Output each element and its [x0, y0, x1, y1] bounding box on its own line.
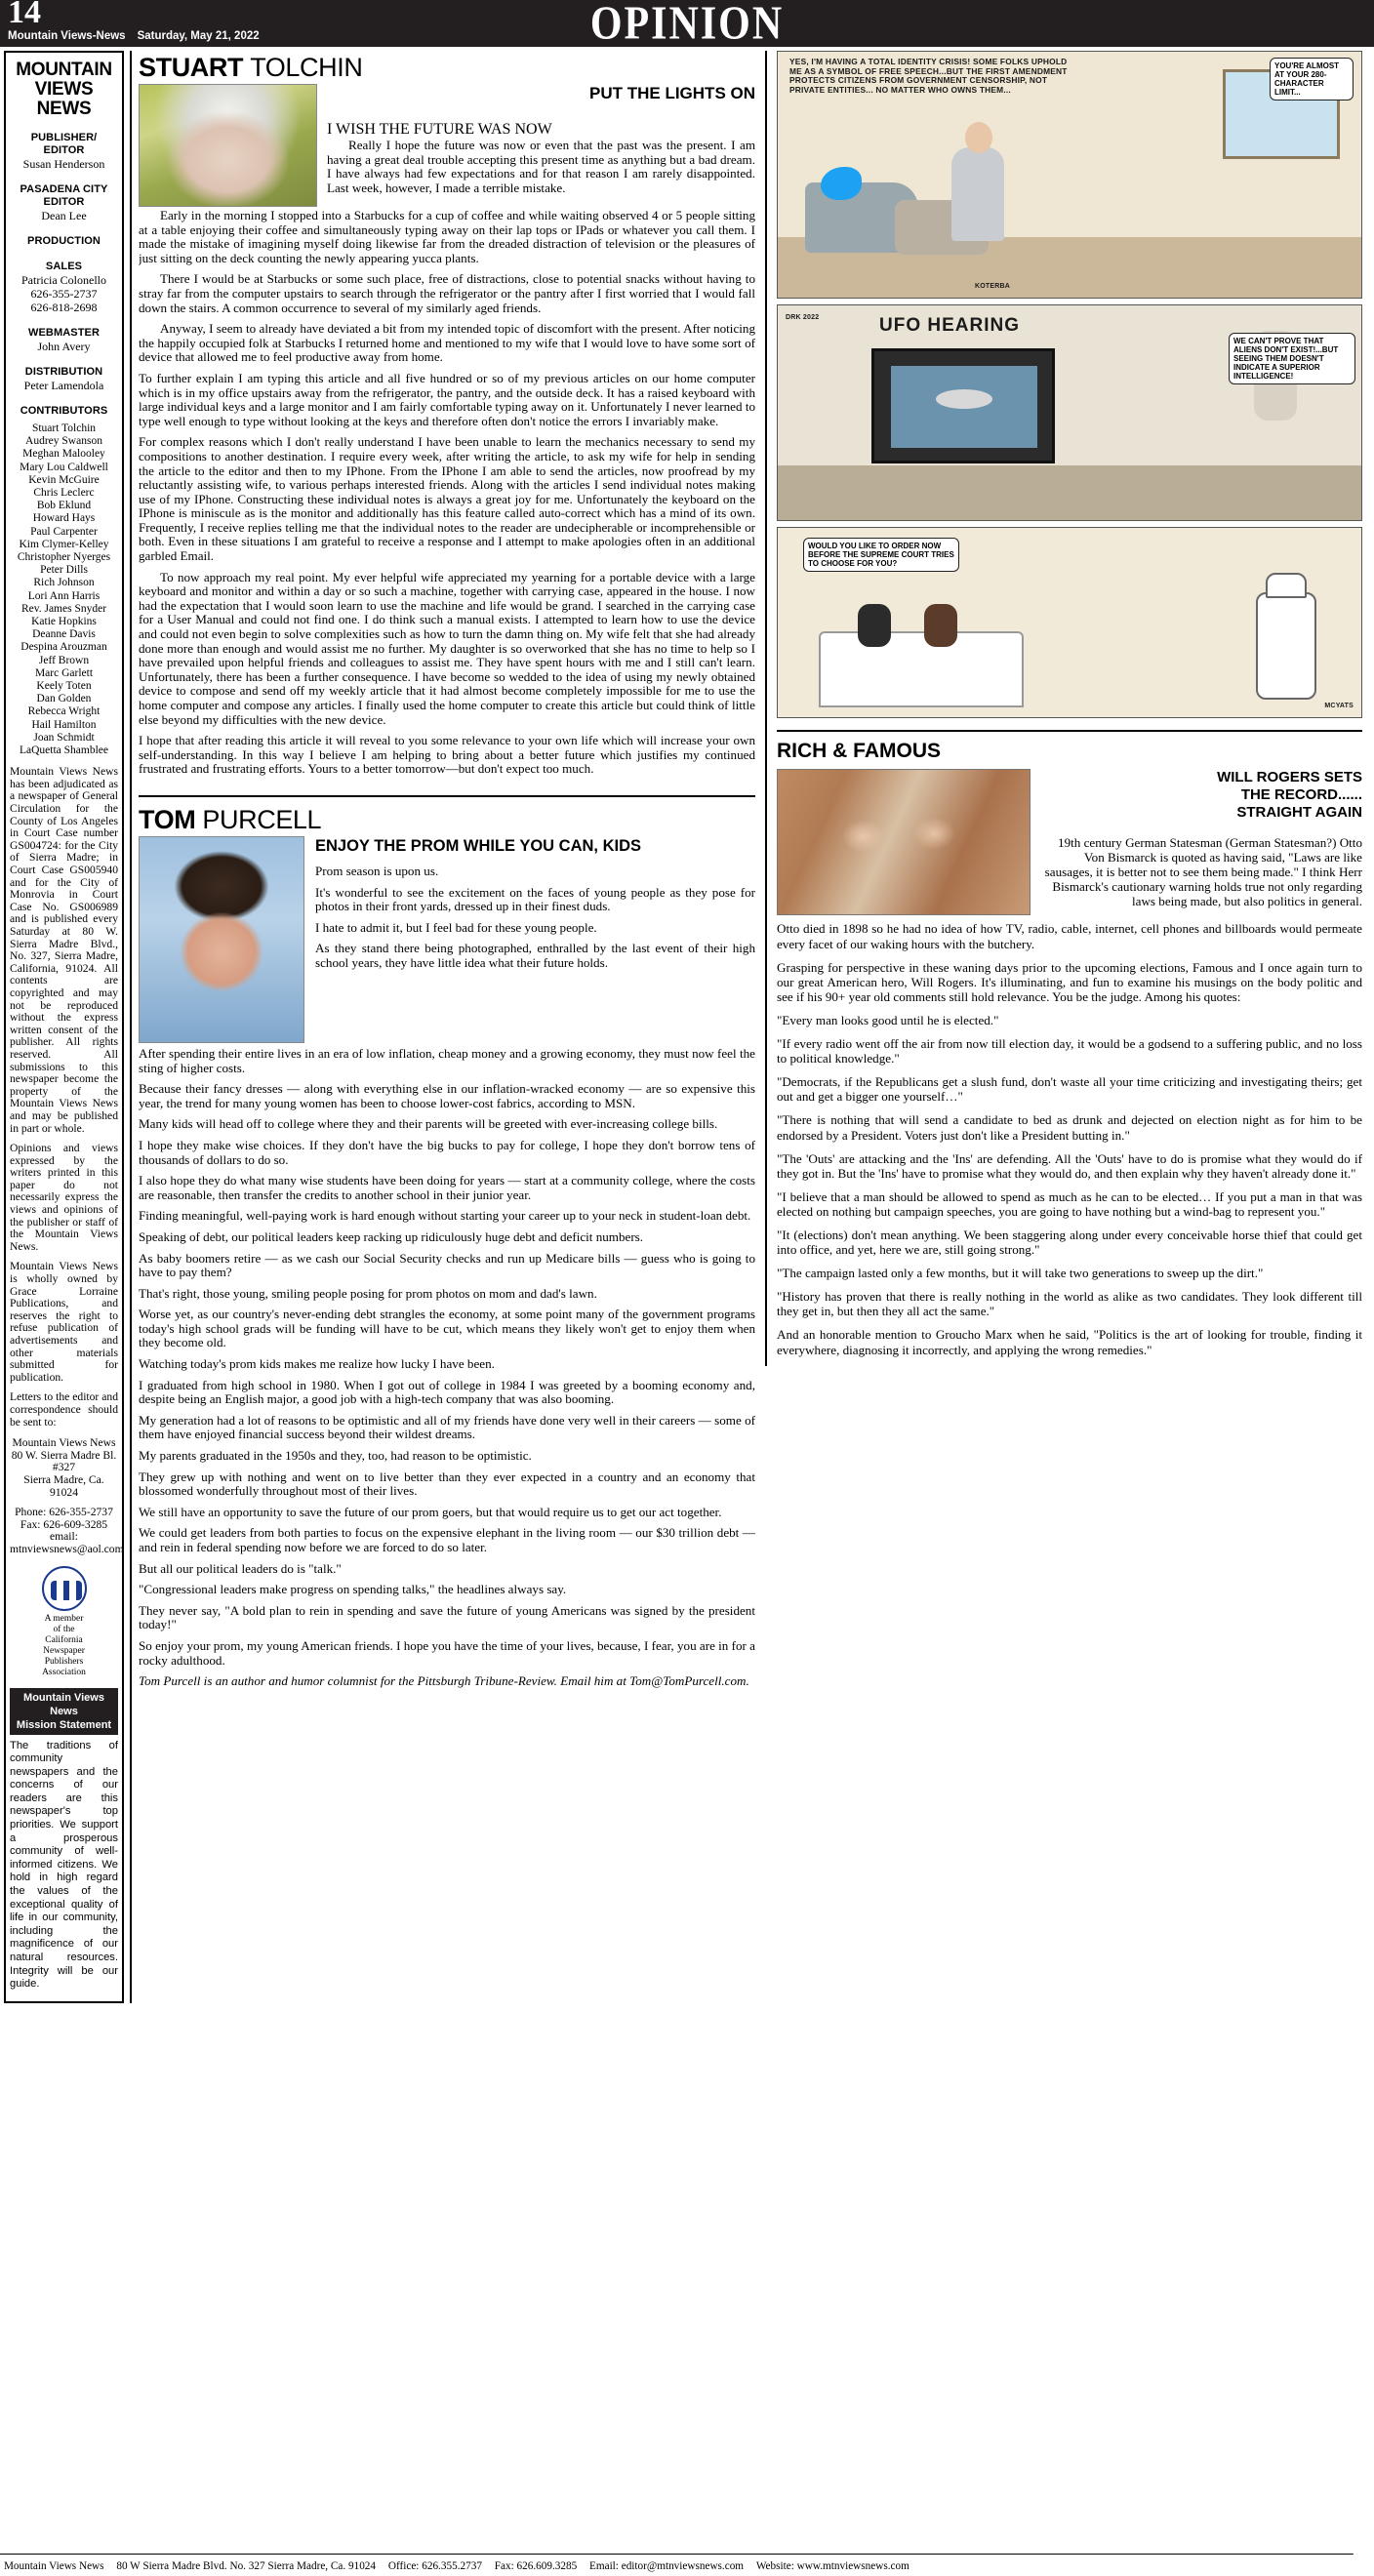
masthead-title-line2: VIEWS [34, 79, 94, 100]
paragraph: They never say, "A bold plan to rein in spending and save the future of young Americans was signed by the president today!" [139, 1602, 755, 1632]
contributor: Audrey Swanson [25, 435, 102, 448]
role-name-webmaster: John Avery [37, 340, 91, 353]
footer-office: Office: 626.355.2737 [387, 2560, 482, 2572]
paragraph: Early in the morning I stopped into a Starbucks for a cup of coffee and while waiting observed 4 or 5 people sitting at a table enjoying their coffee and simultaneously typing away on their lap tops or IPads or whatever you call them. I made the mistake of imagining myself doing likewise far from the dreaded distraction of television or the pleasures of just sitting on the deck counting the newly appearing yucca plants. [139, 208, 755, 265]
supreme-court-menu-cartoon [777, 527, 1362, 718]
contributor: Mary Lou Caldwell [20, 461, 108, 473]
section-divider-right [777, 730, 1362, 732]
issue-date: Saturday, May 21, 2022 [137, 30, 260, 42]
paragraph: "Every man looks good until he is elected." [777, 1012, 999, 1027]
contributor: Marc Garlett [34, 666, 94, 679]
paragraph: 19th century German Statesman (German Statesman?) Otto Von Bismarck is quoted as having said, "Laws are like sausages, it is better not to see them being made." I think Herr Bismarck's cautionary warning holds true not only regarding laws being made, but also politics in general. [1044, 835, 1362, 909]
legal-paragraph: Mountain Views News has been adjudicated as a newspaper of General Circulation for the County of Los Angeles in Court Case number GS004724: for the City of Sierra Madre; in Court Case GS005940 and for the City of Monrovia in Court Case No. GS006989 and is published every Saturday at 80 W. Sierra Madre Blvd., No. 327, Sierra Madre, California, 91024. All contents are copyrighted and may not be reproduced without the express written consent of the publisher. All rights reserved. All submissions to this newspaper become the property of the Mountain Views News and may be published in part or whole. [10, 765, 118, 1135]
byline-last: PURCELL [202, 804, 322, 834]
legal-paragraph: Opinions and views expressed by the writers printed in this paper do not necessarily express the views and opinions of the publisher or staff of the Mountain Views News. [10, 1142, 118, 1253]
paragraph: My parents graduated in the 1950s and they, too, had reason to be optimistic. [139, 1448, 532, 1464]
article-tom-purcell [139, 805, 755, 1689]
byline-first: STUART [139, 53, 244, 82]
paragraph: We still have an opportunity to save the future of our prom goers, but that would require us to get our act together. [139, 1504, 722, 1519]
role-heading-pasadena-editor: PASADENA CITY EDITOR [20, 183, 108, 208]
cartoon-caption: YES, I'M HAVING A TOTAL IDENTITY CRISIS! SOME FOLKS UPHOLD ME AS A SYMBOL OF FREE SPEECH...BUT THE FIRST AMENDMENT PROTECTS CITIZENS FROM GOVERNMENT CENSORSHIP, NOT PRIVATE ENTITIES... NO MATTER WHO OWNS THEM... [789, 57, 1068, 95]
rf-headline-line1: WILL ROGERS SETS [1217, 769, 1362, 785]
footer-address: 80 W Sierra Madre Blvd. No. 327 Sierra Madre, Ca. 91024 [116, 2560, 377, 2572]
stuart-tolchin-portrait [139, 84, 317, 207]
sales-phone-2: 626-818-2698 [30, 301, 98, 314]
role-name-distribution: Peter Lamendola [23, 379, 104, 392]
contributor: Kim Clymer-Kelley [19, 538, 109, 550]
paragraph: Prom season is upon us. [315, 863, 439, 878]
role-name-sales: Patricia Colonello [21, 273, 106, 287]
masthead-phone: Phone: 626-355-2737 [15, 1506, 113, 1519]
tom-tagline: Tom Purcell is an author and humor columnist for the Pittsburgh Tribune-Review. Email him at Tom@TomPurcell.com. [139, 1673, 749, 1689]
paragraph: To now approach my real point. My ever helpful wife appreciated my yearning for a portable device with a large keyboard and monitor and within a day or so such a machine, together with carrying case, appeared in the house. I now had the expectation that I would soon learn to use the machine and life would be grand. I searched in the carrying case for a User Manual and could not find one. I do think such a manual exists. I attempted to learn how to use the device and could not even begin to solve complexities such as how to turn the damn thing on. My wife felt that she had already done more than enough and would assist me no further. My daughter is so overworked that she has no time to help so I have prevailed upon helpful friends and colleagues to assist me. They have spent hours with me and I still can't learn. Unfortunately, there has been a further consequence. I have become so wedded to the idea of using my newly obtained device to compose and send off my weekly article that it had almost become completely impossible for me to use the home computer and compose any articles. I finally used the home computer to create this article but could think of little else beyond my difficulties with the new device. [139, 569, 755, 727]
paragraph: "History has proven that there is really nothing in the world as alike as two candidates. They look different till they get in, but then they all act the same." [777, 1289, 1362, 1319]
cnpa-block [10, 1566, 118, 1678]
paragraph: Many kids will head off to college where they and their parents will be greeted with ever-increasing college bills. [139, 1116, 718, 1132]
tom-lead [315, 865, 755, 971]
masthead-email[interactable]: mtnviewsnews@aol.com [10, 1542, 124, 1555]
paragraph: Speaking of debt, our political leaders keep racking up ridiculously huge debt and deficit numbers. [139, 1228, 644, 1244]
footer-fax: Fax: 626.609.3285 [494, 2560, 578, 2572]
paragraph: As they stand there being photographed, enthralled by the last event of their high school years, they have little idea what their future holds. [315, 941, 755, 970]
contributor: Peter Dills [40, 564, 88, 577]
contributor: LaQuetta Shamblee [19, 745, 108, 757]
page-number: 14 [8, 0, 41, 30]
role-heading-production: PRODUCTION [27, 235, 101, 247]
page-banner [0, 0, 1374, 50]
contributor: Lori Ann Harris [27, 589, 101, 602]
masthead-fax: Fax: 626-609-3285 [20, 1517, 108, 1531]
contributor: Rich Johnson [33, 577, 95, 589]
paragraph: My generation had a lot of reasons to be optimistic and all of my friends have done very well in their careers — some of them have enjoyed financial success beyond their wildest dreams. [139, 1412, 755, 1442]
paragraph: "Democrats, if the Republicans get a slush fund, don't waste all your time criticizing and investigating theirs; get out and get a bigger one yourself…" [777, 1074, 1362, 1105]
paragraph: After spending their entire lives in an era of low inflation, cheap money and a growing economy, they must now feel the sting of higher costs. [139, 1045, 755, 1075]
mission-text: The traditions of community newspapers and the concerns of our readers are this newspaper's top priorities. We support a prosperous community of well-informed citizens. We hold in high regard the values of the exceptional quality of life in our community, including the magnificence of our natural resources. Integrity will be our guide. [10, 1739, 118, 1991]
cartoon-diner-right [924, 604, 957, 647]
address-line: #327 [52, 1461, 76, 1474]
paragraph: I also hope they do what many wise students have been doing for years — start at a community college, where the costs are reasonable, then transfer the credits to another school in their junior year. [139, 1173, 755, 1202]
tom-rest [139, 1047, 755, 1689]
paragraph: There I would be at Starbucks or some such place, free of distractions, close to potential snacks without having to stray far from the computer upstairs to search through the refrigerator or the pantry after I first worried that I would fall down the stairs. A common occurrence to several of my similarly aged friends. [139, 271, 755, 315]
cartoon-balloon: WOULD YOU LIKE TO ORDER NOW BEFORE THE SUPREME COURT TRIES TO CHOOSE FOR YOU? [803, 538, 959, 572]
tom-purcell-portrait [139, 836, 304, 1043]
cartoon-diner-left [858, 604, 891, 647]
section-rich-and-famous [777, 740, 1362, 1357]
page-footer [0, 2554, 1354, 2576]
section-title: OPINION [589, 0, 785, 50]
contributor: Hail Hamilton [31, 718, 97, 731]
headline-stuart: I WISH THE FUTURE WAS NOW [327, 121, 552, 138]
contributor: Paul Carpenter [30, 525, 98, 538]
stuart-lead [327, 139, 755, 195]
page-body [0, 47, 1374, 2003]
paragraph: I hate to admit it, but I feel bad for these young people. [315, 919, 597, 935]
masthead-box [4, 51, 124, 2003]
address-line: Sierra Madre, Ca. [23, 1472, 104, 1486]
cnpa-logo-icon [42, 1566, 87, 1611]
cartoon-waiter [1256, 592, 1316, 700]
center-column [139, 51, 763, 1696]
paragraph: Anyway, I seem to already have deviated a bit from my intended topic of discomfort with the present. After noticing the happily occupied folk at Starbucks I returned home and mentioned to my wife that I would love to have some sort of device that allowed me to feel productive away from home. [139, 321, 755, 365]
paragraph: So enjoy your prom, my young American friends. I hope you have the time of your lives, because, I fear, you are in for a rocky adulthood. [139, 1637, 755, 1668]
paragraph: "If every radio went off the air from now till election day, it would be a godsend to a suffering public, and no loss to political knowledge." [777, 1036, 1362, 1067]
cartoon-signature: DRK 2022 [786, 314, 820, 321]
rf-body [777, 921, 1362, 1356]
contributor: Meghan Malooley [22, 448, 105, 461]
byline-last: TOLCHIN [250, 53, 363, 82]
section-divider [139, 795, 755, 797]
footer-paper-name: Mountain Views News [3, 2560, 104, 2572]
kicker-tom: ENJOY THE PROM WHILE YOU CAN, KIDS [315, 836, 642, 855]
paragraph: I graduated from high school in 1980. When I got out of college in 1984 I was greeted by a booming economy and, despite being an English major, a good job with a high-tech company that was also booming. [139, 1377, 755, 1407]
cnpa-line: California [45, 1634, 83, 1645]
paragraph: And an honorable mention to Groucho Marx when he said, "Politics is the art of looking for trouble, finding it everywhere, diagnosing it incorrectly, and applying the wrong remedies." [777, 1327, 1362, 1357]
address-zip: 91024 [50, 1485, 78, 1499]
contributor: Kevin McGuire [28, 473, 100, 486]
contributor: Jeff Brown [38, 654, 90, 666]
paragraph: Because their fancy dresses — along with everything else in our inflation-wracked economy — are so expensive this year, the trend for many young women has been to choose lower-cost fabrics, according to MSN. [139, 1081, 755, 1110]
paragraph: They grew up with nothing and went on to live better than they ever expected in a country and an economy that blossomed wonderfully throughout most of their lives. [139, 1469, 755, 1499]
contributor: Chris Leclerc [33, 487, 95, 500]
paragraph: "I believe that a man should be allowed to spend as much as he can to be elected… If you put a man in that was elected on nothing but campaign speeches, you are going to have nothing but a wind-bag to represent you." [777, 1188, 1362, 1219]
cartoon-title: UFO HEARING [879, 315, 1020, 336]
role-heading-sales: SALES [45, 261, 83, 272]
cartoon-audience [778, 465, 1361, 520]
rich-and-famous-photo [777, 769, 1030, 915]
contributors-list [10, 423, 118, 757]
paragraph: "Congressional leaders make progress on spending talks," the headlines always say. [139, 1582, 567, 1597]
right-column [765, 51, 1362, 1366]
cartoon-therapist-body [951, 147, 1004, 241]
kicker-stuart: PUT THE LIGHTS ON [589, 84, 755, 102]
cartoon-signature: KOTERBA [975, 283, 1011, 291]
contributor: Stuart Tolchin [31, 423, 97, 434]
stuart-article-body [139, 84, 755, 784]
contributor: Katie Hopkins [31, 616, 97, 628]
address-line: 80 W. Sierra Madre Bl. [11, 1448, 117, 1462]
mission-heading-line2: Mission Statement [16, 1718, 112, 1731]
cnpa-line: of the [53, 1624, 75, 1634]
paragraph: Finding meaningful, well-paying work is hard enough without starting your career up to your neck in student-loan debt. [139, 1208, 751, 1224]
paragraph: To further explain I am typing this article and all five hundred or so of my previous articles on our home computer which is in my office upstairs away from the refrigerator, the pantry, and the outside deck. It has a raised keyboard with large individual keys and a large monitor and I am fairly comfortable typing away on it. Unfortunately I never learned to type well enough to type without looking at the keys and therefore often don't notice the errors I invariably make. [139, 370, 755, 428]
footer-email[interactable]: Email: editor@mtnviewsnews.com [589, 2560, 745, 2572]
role-name-publisher: Susan Henderson [22, 157, 105, 171]
paragraph: I hope that after reading this article it will reveal to you some relevance to your own life which will increase your own self-understanding. In this way I believe I am helping to bring about a better future which justifies my continued frustrated and frustrating efforts. Yours to a better tomorrow—but don't expect too much. [139, 733, 755, 777]
cartoon-signature: MCYATS [1324, 703, 1354, 710]
contributor: Rebecca Wright [27, 705, 101, 718]
article-stuart-tolchin [139, 53, 755, 784]
cnpa-line: A member [44, 1613, 84, 1624]
footer-website[interactable]: Website: www.mtnviewsnews.com [755, 2560, 909, 2572]
paragraph: "It (elections) don't mean anything. We been staggering along under every conceivable horse thief that could get into office, and yet, here we are, still going strong." [777, 1227, 1362, 1258]
masthead-title-line1: MOUNTAIN [16, 60, 112, 80]
cartoon-balloon: YOU'RE ALMOST AT YOUR 280-CHARACTER LIMIT... [1270, 58, 1354, 101]
contributor: Dan Golden [36, 693, 92, 705]
paragraph: Really I hope the future was now or even that the past was the present. I am having a great deal trouble accepting this present time as anything but a bad dream. I have always had few expectations and for that reason I am rarely disappointed. Last week, however, I made a terrible mistake. [327, 138, 755, 195]
paragraph: But all our political leaders do is "talk." [139, 1560, 342, 1576]
twitter-bird-icon [821, 167, 862, 200]
identity-crisis-cartoon [777, 51, 1362, 299]
rf-lead [1042, 835, 1362, 908]
paragraph: It's wonderful to see the excitement on the faces of young people as they pose for photos in their front yards, dressed up in their finest duds. [315, 884, 755, 914]
chef-hat-icon [1266, 573, 1307, 598]
masthead-title-line3: NEWS [36, 99, 92, 119]
role-name-pasadena-editor: Dean Lee [41, 209, 87, 222]
contributor: Despina Arouzman [20, 641, 107, 654]
paragraph: We could get leaders from both parties to focus on the expensive elephant in the living room — our $30 trillion debt — and rein in federal spending now before we are forced to do so later. [139, 1525, 755, 1554]
byline-stuart [139, 53, 755, 82]
paragraph: As baby boomers retire — as we cash our Social Security checks and run up Medicare bills — guess who is going to have to pay them? [139, 1250, 755, 1280]
cnpa-line: Newspaper [43, 1645, 85, 1656]
ufo-icon [936, 389, 992, 409]
byline-first: TOM [139, 804, 196, 834]
role-heading-contributors: CONTRIBUTORS [20, 405, 108, 417]
masthead-legal [10, 766, 118, 1429]
paragraph: For complex reasons which I don't really understand I have been unable to learn the mechanics necessary to send my compositions to another destination. I require every week, after writing the article, to ask my wife for help in sending the article to the editor and then to my IPhone. From the IPhone I am able to send the articles, now proofread by my reluctantly assisting wife, to various perhaps interested friends. Along with the articles I send individual notes making use of my IPhone. Constructing these individual notes is always a great joy for me. Unfortunately the keyboard on the IPhone is miniscule as is the monitor and additionally has this feature called auto-correct which has a mind of its own. Frequently, I receive replies telling me that the individual notes to the reader are undecipherable or incomprehensible or both. Even in these situations I am grateful to receive a response and I attempt to make apologies often in an additional garbled Email. [139, 434, 755, 564]
role-heading-publisher: PUBLISHER/ EDITOR [30, 132, 98, 156]
paragraph: "The 'Outs' are attacking and the 'Ins' are defending. All the 'Outs' have to do is promise what they would do if they got in. But the 'Ins' have to promise what they would do, and then explain why they haven't already done it." [777, 1150, 1362, 1181]
sales-phone-1: 626-355-2737 [30, 287, 98, 301]
mission-heading-line1: Mountain Views News [23, 1691, 104, 1717]
paragraph: Watching today's prom kids makes me realize how lucky I have been. [139, 1356, 495, 1372]
address-line: Mountain Views News [12, 1436, 116, 1450]
contributor: Rev. James Snyder [20, 602, 107, 615]
cnpa-line: Association [42, 1667, 86, 1677]
cartoon-table [819, 631, 1024, 707]
byline-tom [139, 805, 755, 834]
cartoon-balloon: WE CAN'T PROVE THAT ALIENS DON'T EXIST!...BUT SEEING THEM DOESN'T INDICATE A SUPERIOR INTELLIGENCE! [1229, 333, 1355, 384]
legal-paragraph: Letters to the editor and correspondence should be sent to: [10, 1390, 118, 1429]
contributor: Joan Schmidt [33, 731, 95, 744]
paragraph: I hope they make wise choices. If they don't have the big bucks to pay for college, I hope they don't borrow tens of thousands of dollars to do so. [139, 1137, 755, 1167]
rf-headline-line3: STRAIGHT AGAIN [1236, 804, 1362, 821]
legal-paragraph: Mountain Views News is wholly owned by Grace Lorraine Publications, and reserves the right to refuse publication of advertisements and other materials submitted for publication. [10, 1260, 118, 1384]
cartoon-therapist-head [965, 122, 992, 153]
contributor: Christopher Nyerges [17, 551, 111, 564]
paragraph: Grasping for perspective in these waning days prior to the upcoming elections, Famous and I once again turn to our great American hero, Will Rogers. It's illuminating, and fun to examine his musings on the body politic and see if his 90+ year old comments still hold relevance. You be the judge. Among his quotes: [777, 959, 1362, 1004]
contributor: Bob Eklund [36, 500, 92, 512]
rich-famous-title: RICH & FAMOUS [777, 740, 941, 762]
ufo-hearing-cartoon [777, 304, 1362, 521]
role-heading-distribution: DISTRIBUTION [24, 366, 103, 378]
masthead-rail [4, 51, 132, 2003]
contributor: Keely Toten [36, 680, 92, 693]
paragraph: Worse yet, as our country's never-ending debt strangles the economy, at some point many of the government programs today's high school grads will be funding will have to be cut, which means they likely won't get to enjoy them when they become old. [139, 1307, 755, 1350]
contributor: Howard Hays [32, 512, 96, 525]
paper-name: Mountain Views-News [8, 30, 126, 42]
cnpa-line: Publishers [44, 1656, 84, 1667]
masthead-address [10, 1436, 124, 1555]
contributor: Deanne Davis [32, 628, 96, 641]
paragraph: "The campaign lasted only a few months, but it will take two generations to sweep up the dirt." [777, 1266, 1264, 1281]
masthead-email-label: email: [50, 1530, 78, 1544]
paragraph: "There is nothing that will send a candidate to bed as drunk and dejected on election night as for him to be endorsed by a President. Voters just don't like a President butting in." [777, 1112, 1362, 1143]
paragraph: That's right, those young, smiling people posing for prom photos on mom and dad's lawn. [139, 1285, 597, 1301]
rf-headline-line2: THE RECORD...... [1240, 786, 1362, 803]
paragraph: Otto died in 1898 so he had no idea of how TV, radio, cable, internet, cell phones and billboards would permeate every facet of our waking hours with the butchery. [777, 921, 1362, 951]
mission-heading [10, 1688, 118, 1735]
role-heading-webmaster: WEBMASTER [27, 327, 100, 339]
